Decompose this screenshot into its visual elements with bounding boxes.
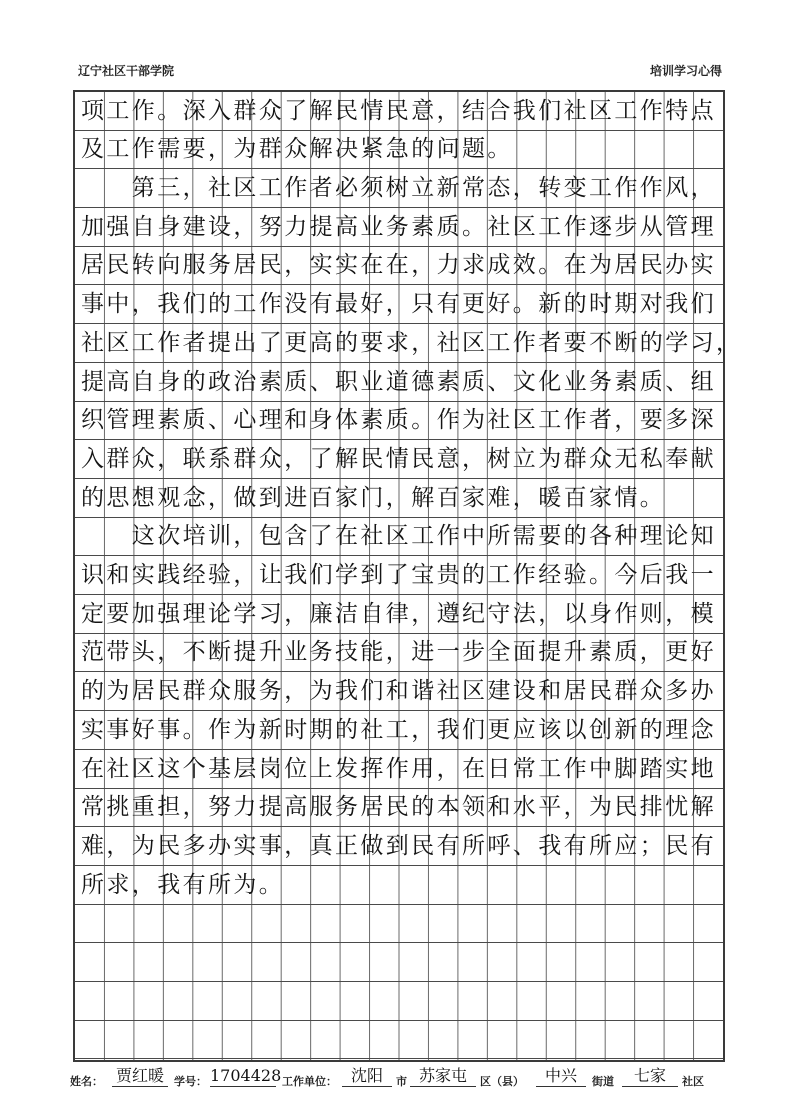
city-label: 市	[396, 1075, 407, 1088]
text-line-row	[75, 905, 723, 944]
text-line-row	[75, 673, 723, 712]
street-label: 街道	[592, 1075, 614, 1088]
student-id-label: 学号：	[174, 1075, 207, 1088]
handwritten-line-text: 加强自身建设，努力提高业务素质。社区工作逐步从管理	[81, 213, 716, 240]
work-unit-label: 工作单位：	[282, 1075, 337, 1088]
text-line-row	[75, 363, 723, 402]
handwritten-line-text: 入群众，联系群众，了解民情民意，树立为群众无私奉献	[81, 445, 716, 472]
text-line-row	[75, 92, 723, 131]
text-line-row	[75, 324, 742, 363]
header-institution-title: 辽宁社区干部学院	[78, 64, 175, 78]
text-line-row	[75, 169, 723, 208]
handwritten-line-text: 实事好事。作为新时期的社工，我们更应该以创新的理念	[81, 716, 716, 743]
handwritten-line-text: 识和实践经验，让我们学到了宝贵的工作经验。今后我一	[81, 562, 716, 589]
handwritten-line-text: 居民转向服务居民，实实在在，力求成效。在为居民办实	[81, 252, 716, 279]
text-line-row	[75, 556, 723, 595]
student-info-footer	[70, 1066, 730, 1090]
handwritten-line-text: 提高自身的政治素质、职业道德素质、文化业务素质、组	[81, 368, 716, 395]
header-document-title: 培训学习心得	[649, 64, 722, 78]
handwritten-line-text: 范带头，不断提升业务技能，进一步全面提升素质，更好	[81, 639, 716, 666]
text-line-row	[75, 711, 723, 750]
ruled-writing-sheet	[73, 90, 742, 1062]
handwritten-line-text: 事中，我们的工作没有最好，只有更好。新的时期对我们	[81, 291, 716, 318]
name-value: 贾红暖	[112, 1066, 168, 1087]
handwritten-line-text: 在社区这个基层岗位上发挥作用，在日常工作中脚踏实地	[81, 755, 716, 782]
handwritten-line-text: 难，为民多办实事，真正做到民有所呼、我有所应；民有	[81, 832, 716, 859]
handwritten-line-text: 织管理素质、心理和身体素质。作为社区工作者，要多深	[81, 407, 716, 434]
text-line-row	[75, 208, 723, 247]
handwritten-line-text: 常挑重担，努力提高服务居民的本领和水平，为民排忧解	[81, 794, 716, 821]
handwritten-line-text: 的思想观念，做到进百家门，解百家难，暖百家情。	[81, 484, 666, 511]
text-line-row	[75, 634, 723, 673]
text-line-row	[75, 982, 723, 1021]
city-value: 沈阳	[342, 1066, 392, 1087]
handwritten-line-text: 这次培训，包含了在社区工作中所需要的各种理论知	[81, 523, 716, 550]
district-value: 苏家屯	[410, 1066, 476, 1087]
text-line-row	[75, 131, 723, 170]
text-line-row	[75, 247, 723, 286]
text-line-row	[75, 402, 723, 441]
name-label: 姓名：	[70, 1075, 103, 1088]
text-line-row	[75, 595, 723, 634]
text-line-row	[75, 479, 723, 518]
handwritten-line-text: 社区工作者提出了更高的要求，社区工作者要不断的学习，	[81, 329, 742, 356]
community-label: 社区	[682, 1075, 704, 1088]
student-id-value: 1704428	[210, 1066, 282, 1085]
text-line-row	[75, 518, 723, 557]
text-line-row	[75, 866, 723, 905]
text-line-row	[75, 789, 723, 828]
text-line-row	[75, 1021, 723, 1060]
text-line-row	[75, 440, 723, 479]
text-line-row	[75, 750, 723, 789]
street-value: 中兴	[536, 1066, 586, 1087]
community-value: 七家	[622, 1066, 678, 1087]
handwritten-line-text: 第三，社区工作者必须树立新常态，转变工作作风，	[81, 175, 716, 202]
text-line-row	[75, 943, 723, 982]
text-line-row	[75, 286, 723, 325]
handwritten-line-text: 所求，我有所为。	[81, 871, 285, 898]
district-label: 区（县）	[480, 1075, 524, 1088]
handwritten-line-text: 项工作。深入群众了解民情民意，结合我们社区工作特点	[81, 97, 716, 124]
handwritten-line-text: 定要加强理论学习，廉洁自律，遵纪守法，以身作则，模	[81, 600, 716, 627]
handwritten-line-text: 的为居民群众服务，为我们和谐社区建设和居民群众多办	[81, 678, 716, 705]
text-line-row	[75, 827, 723, 866]
handwritten-line-text: 及工作需要，为群众解决紧急的问题。	[81, 136, 513, 163]
